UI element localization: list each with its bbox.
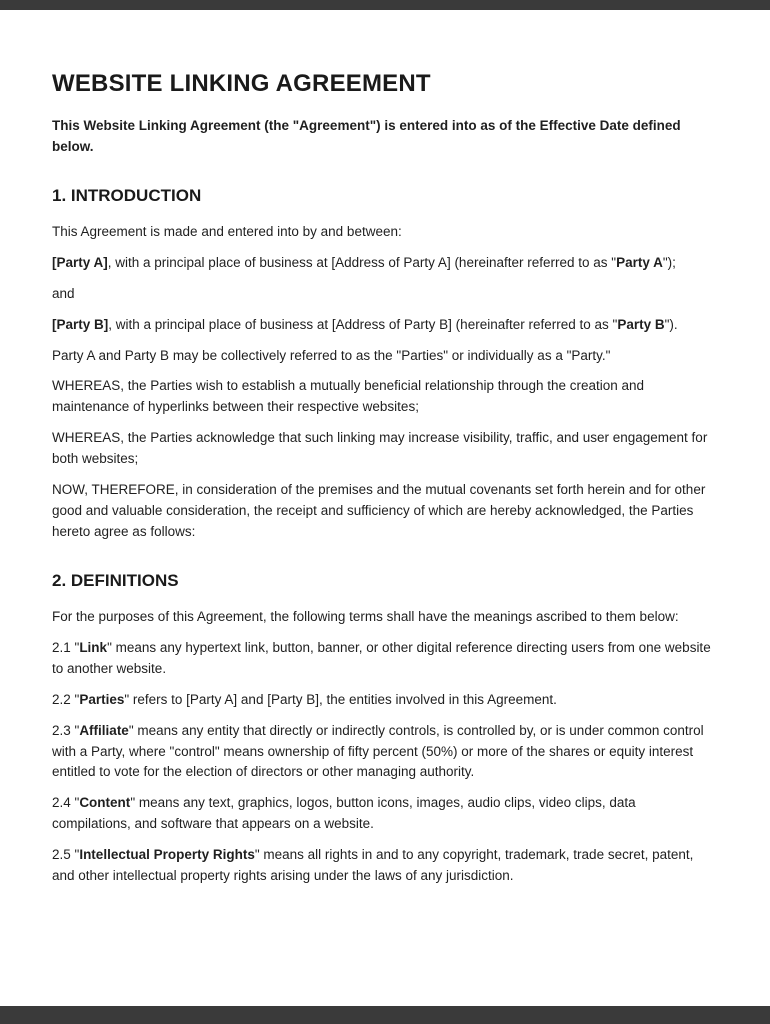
section-1-heading: 1. INTRODUCTION: [52, 185, 202, 205]
paragraph-party-a: [52, 253, 716, 274]
viewer-gutter-bottom: [0, 1006, 770, 1024]
text-run: Intellectual Property Rights: [79, 847, 255, 863]
text-run: Party A: [616, 254, 663, 270]
paragraph-def-ipr: [52, 845, 716, 887]
paragraph-and: [52, 284, 716, 305]
viewer-gutter-top: [0, 0, 770, 10]
text-run: ");: [662, 254, 676, 270]
text-run: NOW, THEREFORE, in consideration of the premises and the mutual covenants set forth herein and for other good and valuable consideration, the receipt and sufficiency of which are hereby acknowledged, the Parties hereto agree as follows:: [52, 482, 706, 539]
text-run: WHEREAS, the Parties acknowledge that such linking may increase visibility, traffic, and user engagement for both websites;: [52, 430, 708, 467]
text-run: 2.3 ": [52, 722, 80, 738]
paragraph-intro-between: [52, 222, 716, 243]
text-run: Affiliate: [79, 722, 129, 738]
paragraph-def-content: [52, 793, 716, 835]
paragraph-now-therefore: [52, 480, 716, 543]
text-run: 2.1 ": [52, 639, 80, 655]
paragraph-whereas-1: [52, 376, 716, 418]
paragraph-definitions-intro: [52, 607, 716, 628]
text-run: " means any hypertext link, button, banner, or other digital reference directing users from one website to another website.: [52, 639, 711, 676]
paragraph-def-affiliate: [52, 721, 716, 784]
text-run: Link: [79, 639, 108, 655]
preamble-statement: This Website Linking Agreement (the "Agreement") is entered into as of the Effective Date defined below.: [52, 118, 681, 154]
text-run: " means all rights in and to any copyright, trademark, trade secret, patent, and other intellectual property rights arising under the laws of any jurisdiction.: [52, 847, 694, 884]
paragraph-party-b: [52, 315, 716, 336]
text-run: For the purposes of this Agreement, the following terms shall have the meanings ascribed to them below:: [52, 608, 679, 624]
text-run: and: [52, 285, 75, 301]
text-run: , with a principal place of business at [Address of Party A] (hereinafter referred to as ": [107, 254, 617, 270]
text-run: , with a principal place of business at [Address of Party B] (hereinafter referred to as ": [108, 316, 618, 332]
text-run: This Agreement is made and entered into by and between:: [52, 223, 402, 239]
section-2-heading: 2. DEFINITIONS: [52, 570, 179, 590]
text-run: ").: [664, 316, 678, 332]
text-run: Party A and Party B may be collectively referred to as the "Parties" or individually as a "Party.": [52, 347, 611, 363]
text-run: 2.2 ": [52, 691, 80, 707]
text-run: [Party A]: [52, 254, 108, 270]
document-page: [0, 10, 770, 1006]
document-title: WEBSITE LINKING AGREEMENT: [52, 70, 431, 97]
paragraph-def-link: [52, 638, 716, 680]
text-run: Parties: [79, 691, 125, 707]
text-run: Party B: [617, 316, 665, 332]
paragraph-def-parties: [52, 690, 716, 711]
text-run: 2.4 ": [52, 795, 80, 811]
paragraph-parties-collective: [52, 346, 716, 367]
text-run: " means any text, graphics, logos, button icons, images, audio clips, video clips, data compilations, and software that appears on a website.: [52, 795, 636, 832]
text-run: " means any entity that directly or indirectly controls, is controlled by, or is under common control with a Party, where "control" means ownership of fifty percent (50%) or more of the shares or equity interest entitled to vote for the election of directors or other managing authority.: [52, 722, 704, 780]
paragraph-whereas-2: [52, 428, 716, 470]
text-run: " refers to [Party A] and [Party B], the entities involved in this Agreement.: [124, 691, 557, 707]
text-run: 2.5 ": [52, 847, 80, 863]
text-run: [Party B]: [52, 316, 109, 332]
text-run: WHEREAS, the Parties wish to establish a mutually beneficial relationship through the creation and maintenance of hyperlinks between their respective websites;: [52, 378, 645, 415]
text-run: Content: [79, 795, 131, 811]
